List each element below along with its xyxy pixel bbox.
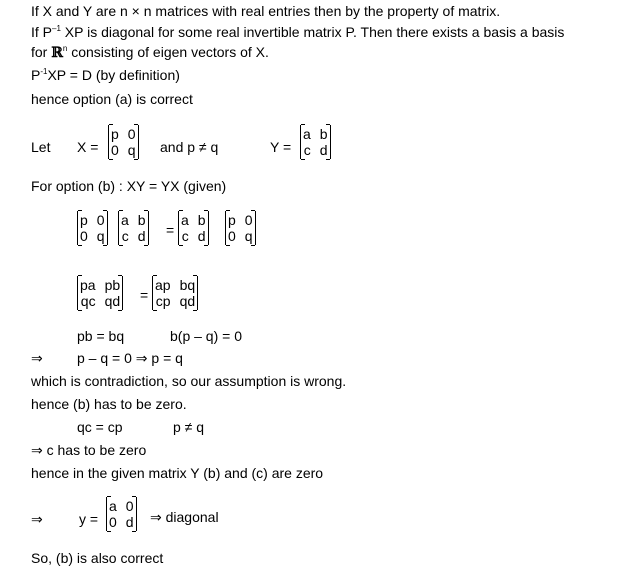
c-zero-line: ⇒ c has to be zero: [31, 442, 147, 458]
b-zero-line: hence (b) has to be zero.: [31, 396, 187, 412]
line-1: If X and Y are n × n matrices with real entries then by the property of matrix.: [31, 3, 501, 19]
contradiction-line: which is contradiction, so our assumption is wrong.: [31, 373, 347, 389]
bc-zero-line: hence in the given matrix Y (b) and (c) are zero: [31, 465, 324, 481]
equals-sign-1: =: [166, 222, 175, 238]
line-2: If $P^{-1}$ XP is diagonal for some real invertible matrix P. Then there exists a basis a basis: [31, 24, 565, 40]
let-label: Let: [31, 139, 51, 155]
line-4: $P^{-1}XP = D$ (by definition): [31, 67, 180, 83]
matrix-prod-left-1: p 0 0 q: [77, 211, 108, 245]
implies-symbol-1: ⇒: [31, 350, 43, 366]
qc-eq-cp: qc = cp: [77, 419, 123, 435]
matrix-prod-left-2: a b c d: [118, 211, 149, 245]
final-line: So, (b) is also correct: [31, 550, 164, 566]
pb-eq-bq: pb = bq: [77, 328, 125, 344]
line-5: hence option (a) is correct: [31, 91, 193, 107]
diagonal-label: ⇒ diagonal: [150, 509, 219, 525]
matrix-y: a b c d: [300, 125, 331, 159]
p-eq-q-line: p – q = 0 ⇒ p = q: [77, 350, 183, 366]
p-neq-q-2: p ≠ q: [173, 419, 205, 435]
and-p-neq-q: and p ≠ q: [160, 139, 219, 155]
b-p-minus-q: b(p – q) = 0: [170, 328, 242, 344]
matrix-y-diagonal: a 0 0 d: [106, 497, 137, 531]
option-b-line: For option (b) : XY = YX (given): [31, 178, 227, 194]
matrix-result-right: ap bq cp qd: [152, 276, 198, 310]
matrix-prod-right-1: a b c d: [178, 211, 209, 245]
implies-symbol-2: ⇒: [31, 511, 43, 527]
matrix-x: p 0 0 q: [108, 125, 139, 159]
equals-sign-2: =: [140, 287, 149, 303]
line-3: for ℝ$^n$ consisting of eigen vectors of X.: [31, 44, 269, 61]
matrix-result-left: pa pb qc qd: [77, 276, 123, 310]
y-small-label: y =: [79, 511, 99, 527]
matrix-prod-right-2: p 0 0 q: [225, 211, 256, 245]
y-eq-label: Y =: [270, 139, 292, 155]
x-eq-label: X =: [77, 139, 99, 155]
